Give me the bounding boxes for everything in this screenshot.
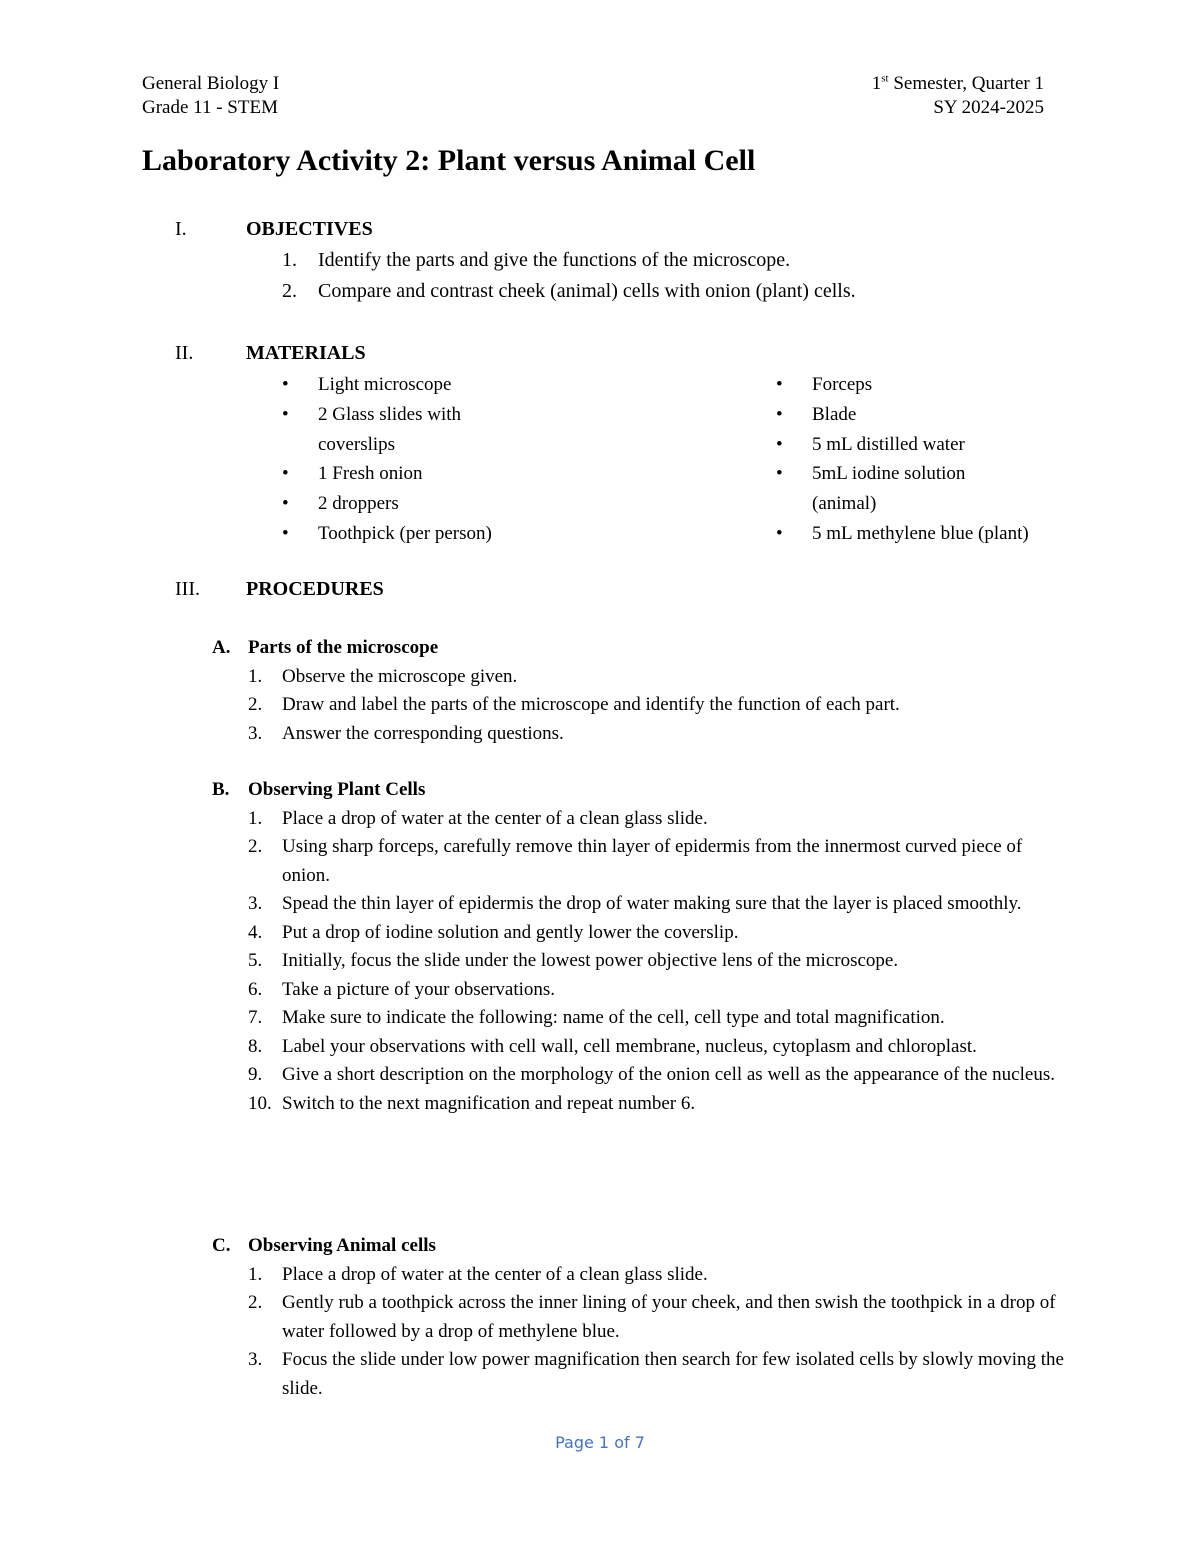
semester-quarter: 1st Semester, Quarter 1 [871, 72, 1044, 94]
list-item: 4. Put a drop of iodine solution and gently lower the coverslip. [248, 921, 739, 943]
list-item: 3. Focus the slide under low power magnification then search for few isolated cells by slowly moving the slide. [248, 1349, 1064, 1399]
list-item: 3. Spead the thin layer of epidermis the drop of water making sure that the layer is placed smoothly. [248, 893, 1022, 914]
list-item: 2. Draw and label the parts of the microscope and identify the function of each part. [248, 694, 900, 715]
section-heading: B. Observing Plant Cells [212, 779, 426, 800]
steps-list [212, 805, 1072, 1119]
list-item: 1. Observe the microscope given. [248, 665, 518, 687]
list-item: 6. Take a picture of your observations. [248, 978, 556, 1000]
list-item: 1. Place a drop of water at the center of a clean glass slide. [248, 807, 708, 829]
list-item: 1. Identify the parts and give the functions of the microscope. [282, 249, 791, 271]
list-item: 1. Place a drop of water at the center of a clean glass slide. [248, 1263, 708, 1285]
page-title: Laboratory Activity 2: Plant versus Animal Cell [142, 144, 756, 177]
list-item: • 2 droppers [282, 489, 512, 519]
list-item: • Light microscope [282, 370, 512, 400]
section-parts-of-microscope [212, 634, 1072, 748]
list-item: 2. Gently rub a toothpick across the inner lining of your cheek, and then swish the toothpick in a drop of water followed by a drop of methylene blue. [248, 1292, 1056, 1342]
page-header-right [872, 72, 1044, 120]
objectives-list [282, 245, 856, 307]
steps-list [212, 663, 1072, 749]
section-observing-plant-cells [212, 776, 1072, 1118]
list-item: 7. Make sure to indicate the following: name of the cell, cell type and total magnification. [248, 1007, 945, 1028]
list-item: • Forceps [776, 370, 1076, 400]
list-item: • 2 Glass slides with coverslips [282, 400, 512, 460]
list-item: • 5 mL distilled water [776, 430, 1076, 460]
school-year: SY 2024-2025 [933, 97, 1044, 118]
list-item: • 5 mL methylene blue (plant) [776, 519, 1076, 549]
list-item: 5. Initially, focus the slide under the lowest power objective lens of the microscope. [248, 950, 899, 971]
list-item: 10. Switch to the next magnification and repeat number 6. [248, 1092, 696, 1114]
list-item: 2. Compare and contrast cheek (animal) cells with onion (plant) cells. [282, 280, 856, 302]
section-observing-animal-cells [212, 1232, 1072, 1403]
materials-list-left [282, 370, 512, 549]
grade-level: Grade 11 - STEM [142, 97, 278, 118]
list-item: • Blade [776, 400, 1076, 430]
page-header-left [142, 72, 279, 120]
list-item: • 1 Fresh onion [282, 459, 512, 489]
materials-list-right [776, 370, 1076, 549]
list-item: 3. Answer the corresponding questions. [248, 722, 564, 744]
course-name: General Biology I [142, 73, 280, 94]
section-heading: A. Parts of the microscope [212, 637, 439, 658]
list-item: • Toothpick (per person) [282, 519, 512, 549]
list-item: • 5mL iodine solution (animal) [776, 459, 1012, 519]
steps-list [212, 1261, 1072, 1404]
list-item: 2. Using sharp forceps, carefully remove thin layer of epidermis from the innermost curved piece of onion. [248, 836, 1023, 886]
list-item: 9. Give a short description on the morphology of the onion cell as well as the appearance of the nucleus. [248, 1064, 1055, 1085]
list-item: 8. Label your observations with cell wall, cell membrane, nucleus, cytoplasm and chloroplast. [248, 1035, 977, 1057]
page-number: Page 1 of 7 [555, 1433, 645, 1452]
section-heading: C. Observing Animal cells [212, 1235, 436, 1256]
